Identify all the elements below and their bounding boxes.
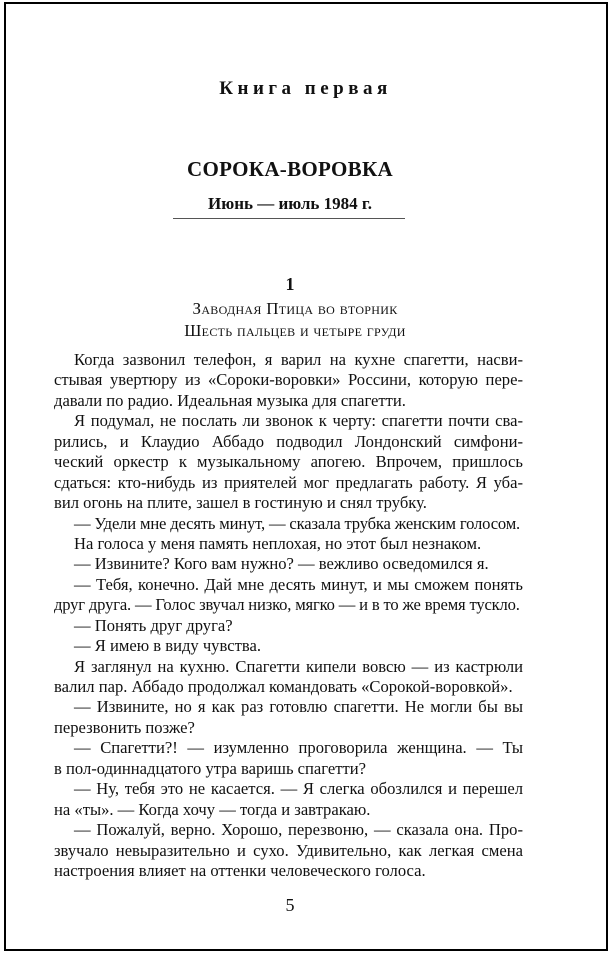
text-line: На голоса у меня память неплохая, но этот был незнаком. [74, 533, 482, 553]
title-rule [173, 218, 405, 219]
text-line: — Я имею в виду чувства. [74, 636, 261, 656]
text-line: перезвонить позже? [54, 717, 195, 737]
chapter-number: 1 [285, 274, 295, 294]
text-line: Я подумал, не послать ли звонок к черту: спагетти почти сва- [74, 411, 523, 431]
text-line: настроения влияет на оттенки человеческого голоса. [54, 860, 426, 880]
text-line: — Удели мне десять минут, — сказала трубка женским голосом. [74, 513, 521, 533]
text-line: — Извините? Кого вам нужно? — вежливо осведомился я. [74, 554, 489, 574]
body-text [54, 350, 523, 881]
text-line: — Тебя, конечно. Дай мне десять минут, и мы сможем понять [74, 574, 523, 594]
text-line: сдаться: кто-нибудь из приятелей мог предлагать работу. Я уба- [54, 472, 523, 492]
text-line: стывая увертюру из «Сороки-воровки» Россини, которую пере- [54, 370, 523, 390]
text-line: на «ты». — Когда хочу — тогда и завтракаю. [54, 799, 371, 819]
text-line: — Спагетти?! — изумленно проговорила женщина. — Ты [74, 738, 523, 758]
text-line: Когда зазвонил телефон, я варил на кухне спагетти, насви- [74, 350, 523, 369]
chapter-subtitle-line: Шесть пальцев и четыре груди [184, 321, 406, 340]
text-line: — Извините, но я как раз готовлю спагетти. Не могли бы вы [74, 697, 523, 717]
part-title: СОРОКА-ВОРОВКА [187, 157, 393, 181]
text-line: — Ну, тебя это не касается. — Я слегка обозлился и перешел [74, 779, 523, 799]
book-label: Книга первая [219, 78, 392, 99]
text-line: Я заглянул на кухню. Спагетти кипели вовсю — из кастрюли [74, 656, 523, 676]
text-line: друг друга. — Голос звучал низко, мягко — и в то же время тускло. [54, 595, 520, 615]
text-line: вил огонь на плите, зашел в гостиную и снял трубку. [54, 493, 427, 513]
text-line: давали по радио. Идеальная музыка для спагетти. [54, 390, 406, 410]
text-line: валил пар. Аббадо продолжал командовать «Сорокой-воровкой». [54, 677, 513, 696]
text-line: — Пожалуй, верно. Хорошо, перезвоню, — сказала она. Про- [74, 820, 523, 840]
text-line: в пол-одиннадцатого утра варишь спагетти? [54, 758, 366, 778]
page-number: 5 [285, 895, 295, 915]
chapter-subtitle-line: Заводная Птица во вторник [192, 299, 398, 318]
text-line: рились, и Клаудио Аббадо подводил Лондонский симфони- [54, 431, 523, 451]
text-line: — Понять друг друга? [74, 615, 233, 635]
part-dates: Июнь — июль 1984 г. [208, 194, 372, 213]
text-line: ческий оркестр к музыкальному апогею. Впрочем, пришлось [54, 452, 523, 472]
text-line: звучало невыразительно и сухо. Удивительно, как легкая смена [54, 840, 523, 860]
